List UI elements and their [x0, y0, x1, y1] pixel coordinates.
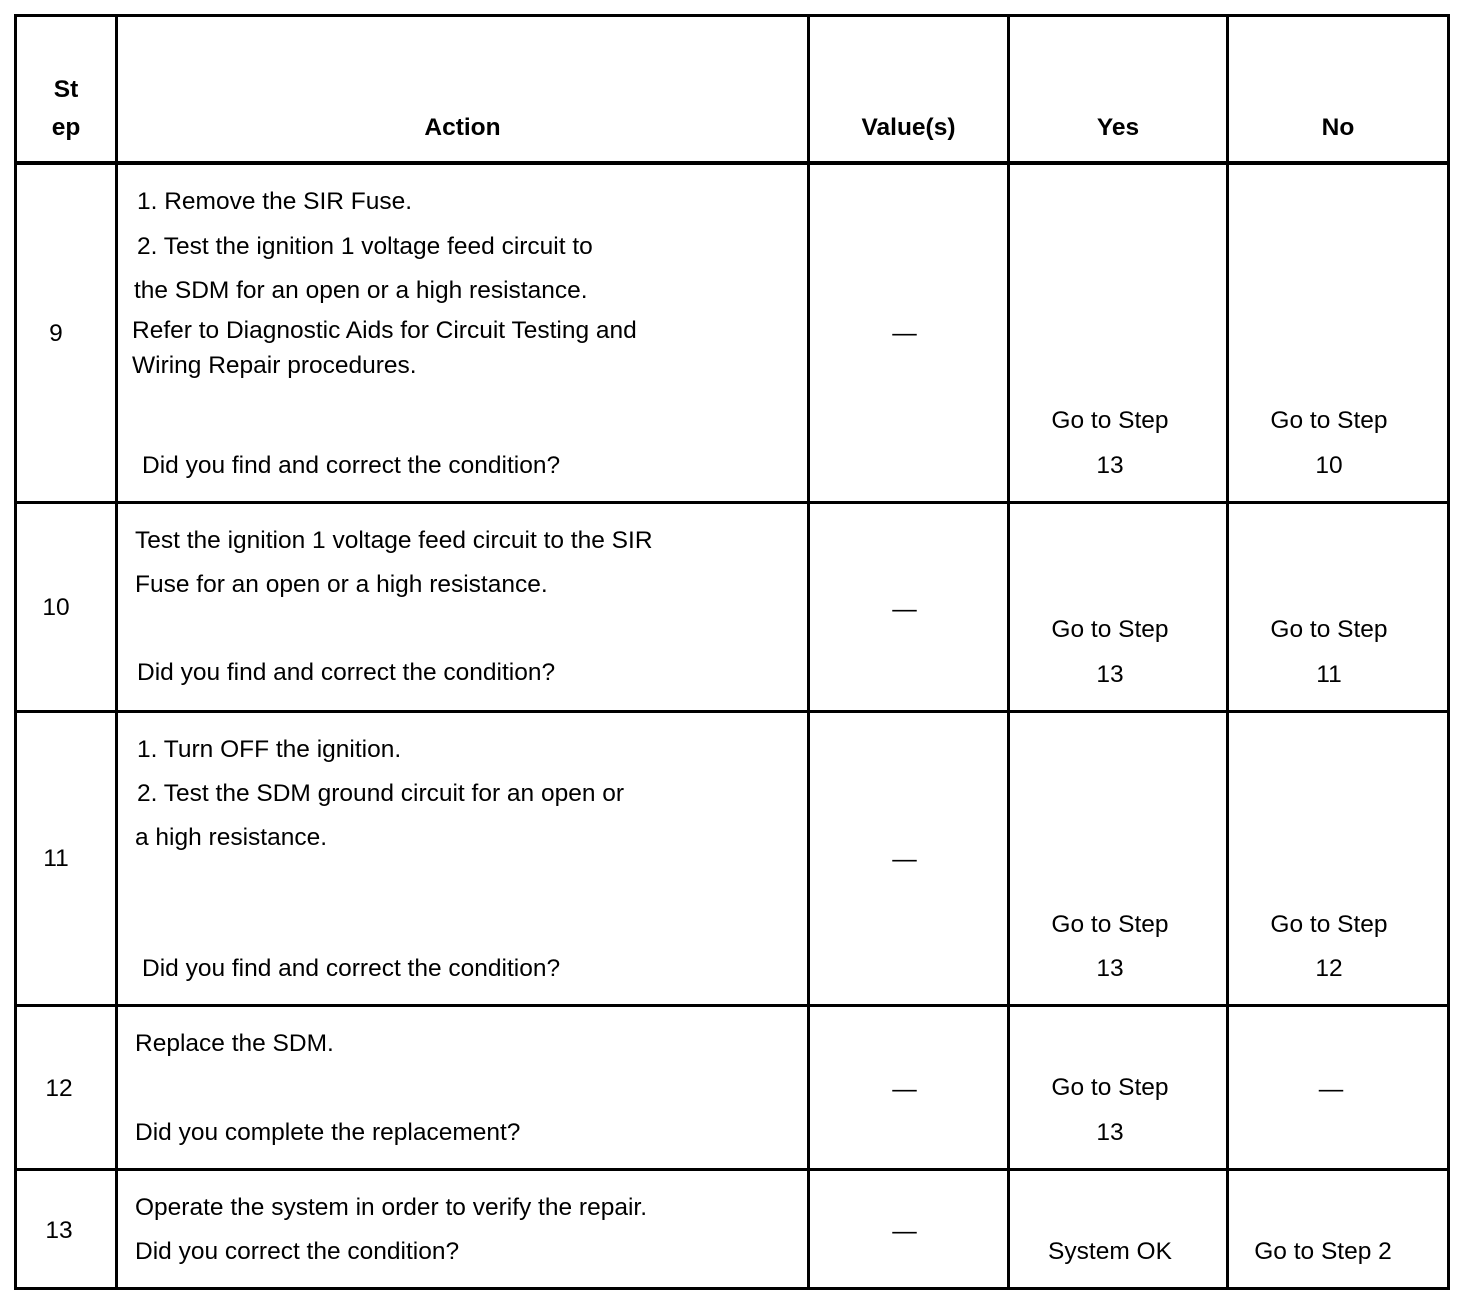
no-goto-text: Go to Step: [1270, 911, 1388, 938]
yes-goto-text: Go to Step: [1051, 911, 1169, 938]
value-dash: —: [892, 596, 917, 623]
border-top: [14, 14, 1450, 17]
column-divider: [115, 14, 118, 1290]
no-dash: —: [1318, 1076, 1344, 1103]
row-divider: [14, 710, 1450, 713]
step-number: 10: [42, 594, 70, 621]
action-text: Wiring Repair procedures.: [132, 352, 417, 379]
yes-goto-step: 13: [1096, 661, 1124, 688]
header-yes: Yes: [1096, 114, 1140, 141]
value-dash: —: [892, 1076, 917, 1103]
action-question: Did you find and correct the condition?: [137, 659, 556, 686]
header-action: Action: [424, 114, 501, 141]
action-question: Did you correct the condition?: [135, 1238, 460, 1265]
action-question: Did you complete the replacement?: [135, 1119, 521, 1146]
header-step-line1: St: [53, 76, 79, 103]
value-dash: —: [892, 1218, 917, 1245]
yes-goto-text: Go to Step: [1051, 616, 1169, 643]
action-text: the SDM for an open or a high resistance.: [134, 277, 588, 304]
yes-result: System OK: [1048, 1238, 1172, 1265]
yes-goto-text: Go to Step: [1051, 1074, 1169, 1101]
no-goto-step: 10: [1315, 452, 1343, 479]
border-bottom: [14, 1287, 1450, 1290]
header-step-line2: ep: [51, 114, 81, 141]
action-text: 2. Test the SDM ground circuit for an open or: [137, 780, 625, 807]
action-text: Fuse for an open or a high resistance.: [135, 571, 548, 598]
action-text: Refer to Diagnostic Aids for Circuit Testing and: [132, 317, 637, 344]
action-text: Test the ignition 1 voltage feed circuit to the SIR: [135, 527, 653, 554]
row-divider: [14, 1168, 1450, 1171]
step-number: 13: [45, 1217, 73, 1244]
no-goto-text: Go to Step: [1270, 407, 1388, 434]
step-number: 12: [45, 1075, 73, 1102]
yes-goto-text: Go to Step: [1051, 407, 1169, 434]
no-goto: Go to Step 2: [1254, 1238, 1392, 1265]
border-right: [1447, 14, 1450, 1290]
header-values: Value(s): [861, 114, 956, 141]
yes-goto-step: 13: [1096, 1119, 1124, 1146]
yes-goto-step: 13: [1096, 955, 1124, 982]
row-divider: [14, 1004, 1450, 1007]
step-number: 11: [43, 845, 69, 872]
header-no: No: [1321, 114, 1355, 141]
action-text: 1. Turn OFF the ignition.: [137, 736, 402, 763]
action-text: 1. Remove the SIR Fuse.: [137, 188, 413, 215]
no-goto-step: 11: [1316, 661, 1342, 688]
step-number: 9: [49, 320, 63, 347]
action-text: Operate the system in order to verify the repair.: [135, 1194, 648, 1221]
yes-goto-step: 13: [1096, 452, 1124, 479]
action-text: 2. Test the ignition 1 voltage feed circuit to: [137, 233, 593, 260]
value-dash: —: [892, 320, 917, 347]
no-goto-step: 12: [1315, 955, 1343, 982]
action-question: Did you find and correct the condition?: [142, 955, 561, 982]
value-dash: —: [892, 846, 917, 873]
action-text: Replace the SDM.: [135, 1030, 334, 1057]
header-divider: [14, 161, 1450, 165]
row-divider: [14, 501, 1450, 504]
action-question: Did you find and correct the condition?: [142, 452, 561, 479]
action-text: a high resistance.: [135, 824, 328, 851]
no-goto-text: Go to Step: [1270, 616, 1388, 643]
